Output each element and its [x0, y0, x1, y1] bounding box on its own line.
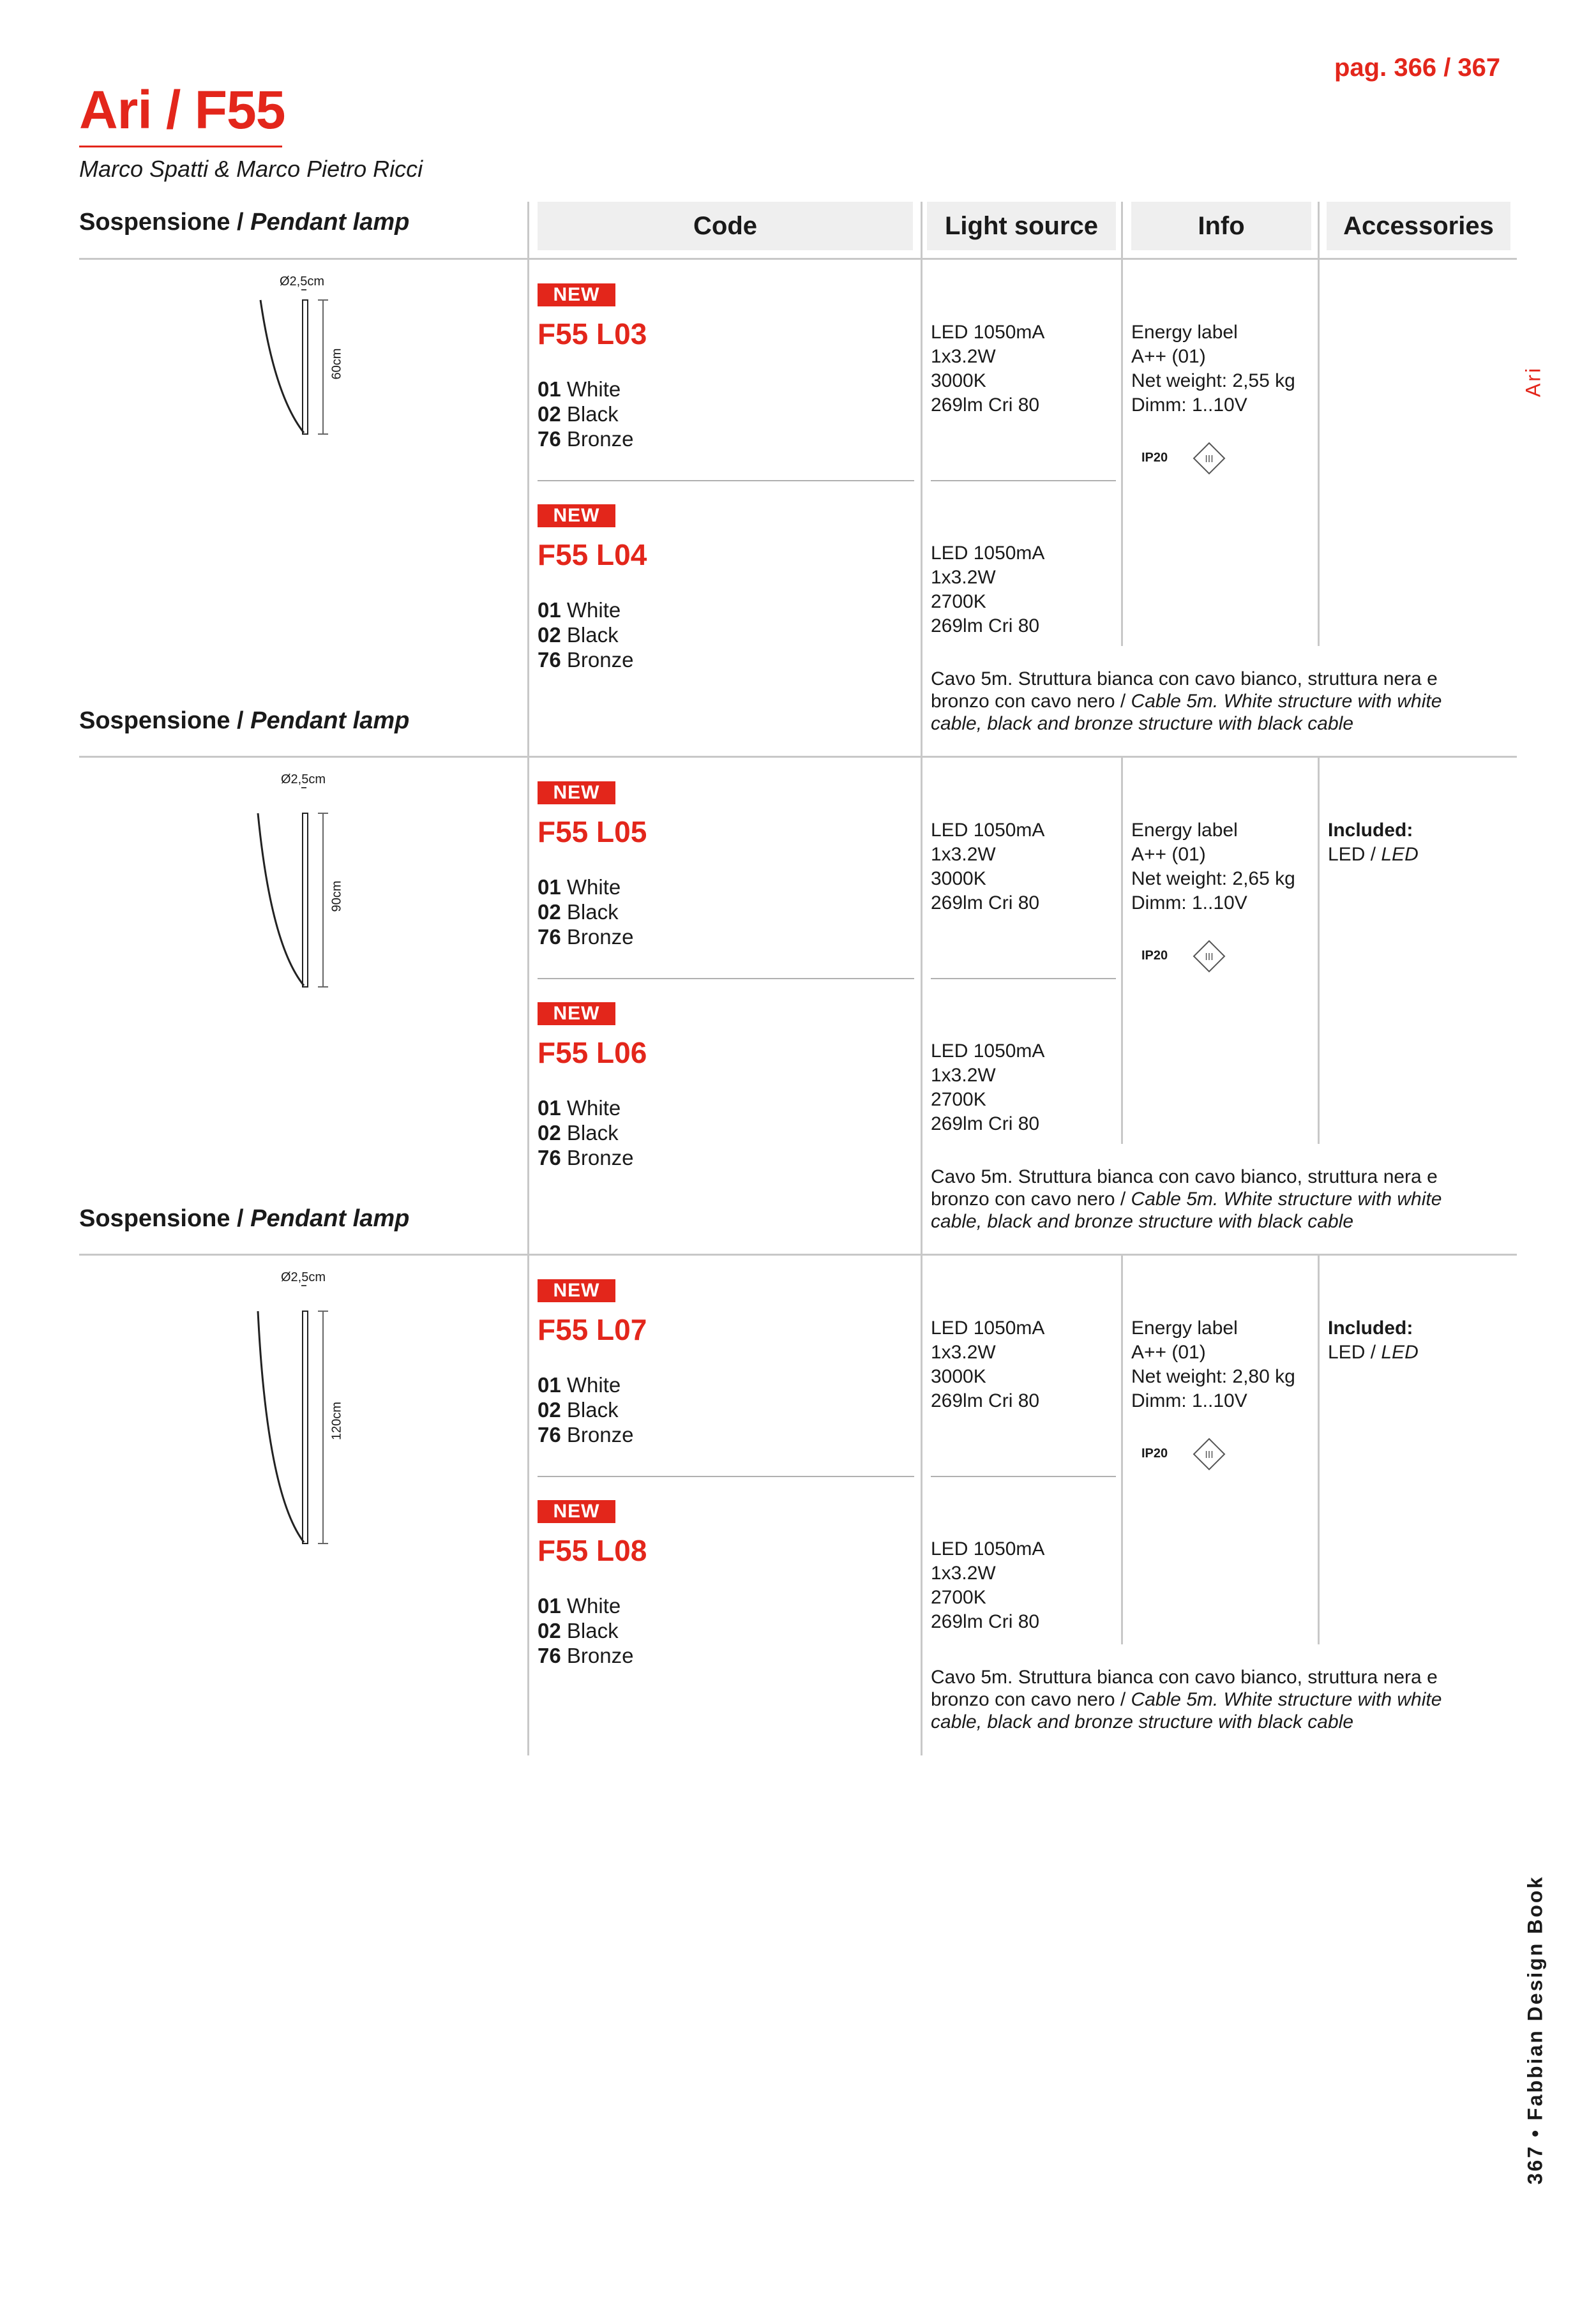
- page-number: pag. 366 / 367: [1334, 54, 1501, 82]
- product-code: F55 L03: [538, 317, 647, 350]
- page-title: Ari / F55: [79, 80, 285, 140]
- product-divider: [538, 978, 914, 979]
- svg-text:III: III: [1205, 1450, 1214, 1461]
- new-badge: NEW: [538, 781, 615, 804]
- diameter-label: Ø2,5cm: [281, 772, 326, 786]
- column-divider-code: [527, 202, 529, 1755]
- color-variants: 01 White 02 Black 76 Bronze: [538, 1096, 634, 1169]
- column-divider-info: [1121, 1255, 1123, 1644]
- new-badge: NEW: [538, 283, 615, 306]
- ip-rating: IP20: [1141, 949, 1168, 963]
- color-variants: 01 White 02 Black 76 Bronze: [538, 875, 634, 949]
- side-label: Ari: [1521, 366, 1545, 398]
- light-source: LED 1050mA 1x3.2W 2700K 269lm Cri 80: [931, 1538, 1045, 1632]
- accessories-block: Included: LED / LED: [1328, 1318, 1419, 1363]
- header-light-source: Light source: [927, 202, 1116, 250]
- section-label: Sospensione / Pendant lamp: [79, 707, 410, 734]
- cable-note: Cavo 5m. Struttura bianca con cavo bianco, struttura nera e bronzo con cavo nero / Cable 5m. White structure with white cable, black and bronze structure with black cable: [931, 1667, 1442, 1732]
- accessories-block: Included: LED / LED: [1328, 820, 1419, 865]
- info-block: Energy label A++ (01) Net weight: 2,80 kg Dimm: 1..10V: [1131, 1318, 1295, 1411]
- column-divider-accessories: [1318, 1255, 1320, 1644]
- length-label: 120cm: [329, 1401, 344, 1441]
- section-label: Sospensione / Pendant lamp: [79, 209, 410, 236]
- product-divider: [931, 1476, 1116, 1477]
- product-code: F55 L05: [538, 815, 647, 848]
- column-divider-accessories: [1318, 202, 1320, 259]
- row-divider: [79, 1254, 1517, 1256]
- color-variants: 01 White 02 Black 76 Bronze: [538, 598, 634, 672]
- row-divider: [79, 258, 1517, 260]
- new-badge: NEW: [538, 1002, 615, 1025]
- header-info: Info: [1131, 202, 1311, 250]
- cable-note: Cavo 5m. Struttura bianca con cavo bianco, struttura nera e bronzo con cavo nero / Cable 5m. White structure with white cable, black and bronze structure with black cable: [931, 1166, 1442, 1232]
- title-underline: [79, 146, 282, 147]
- column-divider-light: [921, 202, 922, 1755]
- svg-text:III: III: [1205, 454, 1214, 465]
- svg-text:III: III: [1205, 952, 1214, 963]
- class-iii-icon: [1193, 442, 1226, 475]
- diameter-label: Ø2,5cm: [280, 274, 325, 289]
- class-iii-icon: [1193, 1438, 1226, 1471]
- new-badge: NEW: [538, 1279, 615, 1302]
- ip-rating: IP20: [1141, 1446, 1168, 1461]
- light-source: LED 1050mA 1x3.2W 2700K 269lm Cri 80: [931, 1041, 1045, 1134]
- light-source: LED 1050mA 1x3.2W 3000K 269lm Cri 80: [931, 820, 1045, 913]
- row-divider: [79, 756, 1517, 758]
- light-source: LED 1050mA 1x3.2W 3000K 269lm Cri 80: [931, 1318, 1045, 1411]
- new-badge: NEW: [538, 1500, 615, 1523]
- product-code: F55 L08: [538, 1534, 647, 1567]
- column-divider-accessories: [1318, 757, 1320, 1144]
- color-variants: 01 White 02 Black 76 Bronze: [538, 377, 634, 451]
- length-label: 60cm: [329, 348, 344, 380]
- length-label: 90cm: [329, 880, 344, 912]
- color-variants: 01 White 02 Black 76 Bronze: [538, 1594, 634, 1667]
- class-iii-icon: [1193, 940, 1226, 973]
- info-block: Energy label A++ (01) Net weight: 2,55 kg Dimm: 1..10V: [1131, 322, 1295, 416]
- designers: Marco Spatti & Marco Pietro Ricci: [79, 156, 423, 182]
- light-source: LED 1050mA 1x3.2W 2700K 269lm Cri 80: [931, 543, 1045, 636]
- product-divider: [538, 480, 914, 481]
- column-divider-info: [1121, 202, 1123, 259]
- product-divider: [931, 978, 1116, 979]
- color-variants: 01 White 02 Black 76 Bronze: [538, 1373, 634, 1446]
- section-label: Sospensione / Pendant lamp: [79, 1205, 410, 1232]
- header-code: Code: [538, 202, 913, 250]
- header-accessories: Accessories: [1327, 202, 1510, 250]
- product-code: F55 L04: [538, 538, 647, 571]
- product-code: F55 L07: [538, 1313, 647, 1346]
- product-divider: [538, 1476, 914, 1477]
- light-source: LED 1050mA 1x3.2W 3000K 269lm Cri 80: [931, 322, 1045, 416]
- column-divider-accessories: [1318, 259, 1320, 646]
- product-code: F55 L06: [538, 1036, 647, 1069]
- column-divider-info: [1121, 757, 1123, 1144]
- new-badge: NEW: [538, 504, 615, 527]
- column-divider-info: [1121, 259, 1123, 646]
- footer-page-label: 367 • Fabbian Design Book: [1523, 1875, 1547, 2185]
- diameter-label: Ø2,5cm: [281, 1270, 326, 1284]
- ip-rating: IP20: [1141, 451, 1168, 465]
- product-divider: [931, 480, 1116, 481]
- cable-note: Cavo 5m. Struttura bianca con cavo bianco, struttura nera e bronzo con cavo nero / Cable 5m. White structure with white cable, black and bronze structure with black cable: [931, 668, 1442, 734]
- info-block: Energy label A++ (01) Net weight: 2,65 kg Dimm: 1..10V: [1131, 820, 1295, 913]
